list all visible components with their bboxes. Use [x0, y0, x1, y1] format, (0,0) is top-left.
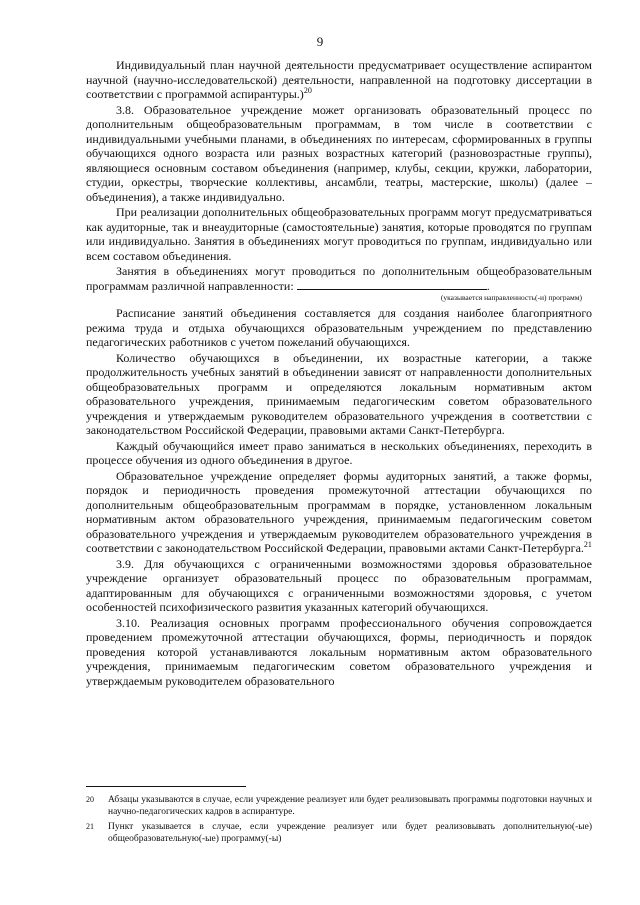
footnote-mark: 20	[86, 795, 94, 804]
footnote-ref-20: 20	[303, 86, 312, 95]
page-number: 9	[316, 34, 324, 49]
paragraph-3-10: 3.10. Реализация основных программ профессионального обучения сопровождается проведением промежуточной аттестации обучающихся, формы, периодичность и порядок проведения которой устанавливаются локальным нормативным актом образовательного учреждения, принимаемым педагогическим советом образовательного учреждения и утверждаемым руководителем образовательного	[86, 615, 592, 688]
footnote-divider	[86, 786, 246, 787]
paragraph-3-8: 3.8. Образовательное учреждение может организовать образовательный процесс по дополнительным общеобразовательным программам, в том числе в соответствии с индивидуальными учебными планами, в объединениях по интересам, сформированных в группы обучающихся одного возраста или разных возрастных категорий (разновозрастные группы), являющиеся основным составом объединения (например, клубы, секции, кружки, лаборатории, студии, оркестры, творческие коллективы, ансамбли, театры, мастерские, школы) (далее – объединения), а также индивидуально.	[86, 102, 592, 204]
paragraph-classes-types: При реализации дополнительных общеобразовательных программ могут предусматриваться как аудиторные, так и внеаудиторные (самостоятельные) занятия, которые проводятся по группам или индивидуально. Занятия в объединениях могут проводиться по группам, индивидуально или всем составом объединения.	[86, 205, 592, 263]
footnote-ref-21: 21	[583, 540, 592, 549]
body-text	[86, 58, 592, 689]
paragraph-aspirant-plan: Индивидуальный план научной деятельности предусматривает осуществление аспирантом научной (научно-исследовательской) деятельности, направленной на подготовку диссертации в соответствии с программой аспирантуры.)$^{20}$	[86, 58, 592, 101]
footnote-text: Абзацы указываются в случае, если учреждение реализует или будет реализовывать программы подготовки научных и научно-педагогических кадров в аспирантуре.	[108, 795, 592, 817]
paragraph-student-count: Количество обучающихся в объединении, их возрастные категории, а также продолжительность учебных занятий в объединении зависят от направленности дополнительных общеобразовательных программ и определяются локальным нормативным актом образовательного учреждения, принимаемым педагогическим советом образовательного учреждения и утверждаемым руководителем образовательного учреждения в соответствии с законодательством Российской Федерации, правовыми актами Санкт-Петербурга.	[86, 350, 592, 437]
paragraph-3-9: 3.9. Для обучающихся с ограниченными возможностями здоровья образовательное учреждение организует образовательный процесс по образовательным программам, адаптированным для обучающихся с ограниченными возможностями здоровья, с учетом особенностей психофизического развития указанных категорий обучающихся.	[86, 556, 592, 614]
paragraph-forms-attestation: Образовательное учреждение определяет формы аудиторных занятий, а также формы, порядок и периодичность проведения промежуточной аттестации обучающихся по дополнительным общеобразовательным программам в порядке, установленном локальным нормативным актом образовательного учреждения, принимаемым педагогическим советом образовательного учреждения и утверждаемым руководителем образовательного учреждения в соответствии с законодательством Российской Федерации, правовыми актами Санкт-Петербурга.$^{21}$	[86, 468, 592, 555]
footnote-mark: 21	[86, 822, 94, 831]
fill-in-blank[interactable]	[297, 279, 487, 290]
paragraph-schedule: Расписание занятий объединения составляется для создания наиболее благоприятного режима труда и отдыха обучающихся образовательным учреждением по представлению педагогических работников с учетом пожеланий обучающихся.	[86, 306, 592, 349]
footnote-21	[86, 821, 592, 845]
footnotes	[86, 794, 592, 848]
footnote-text: Пункт указывается в случае, если учреждение реализует или будет реализовывать дополнительную(-ые) общеобразовательную(-ые) программу(-ы)	[108, 822, 592, 844]
blank-hint: (указывается направленность(-и) программ)	[440, 293, 582, 302]
paragraph-directions: Занятия в объединениях могут проводиться по дополнительным общеобразовательным программам различной направленности: .	[86, 264, 592, 293]
footnote-20	[86, 794, 592, 818]
paragraph-multiple-associations: Каждый обучающийся имеет право заниматься в нескольких объединениях, переходить в процессе обучения из одного объединения в другое.	[86, 438, 592, 467]
